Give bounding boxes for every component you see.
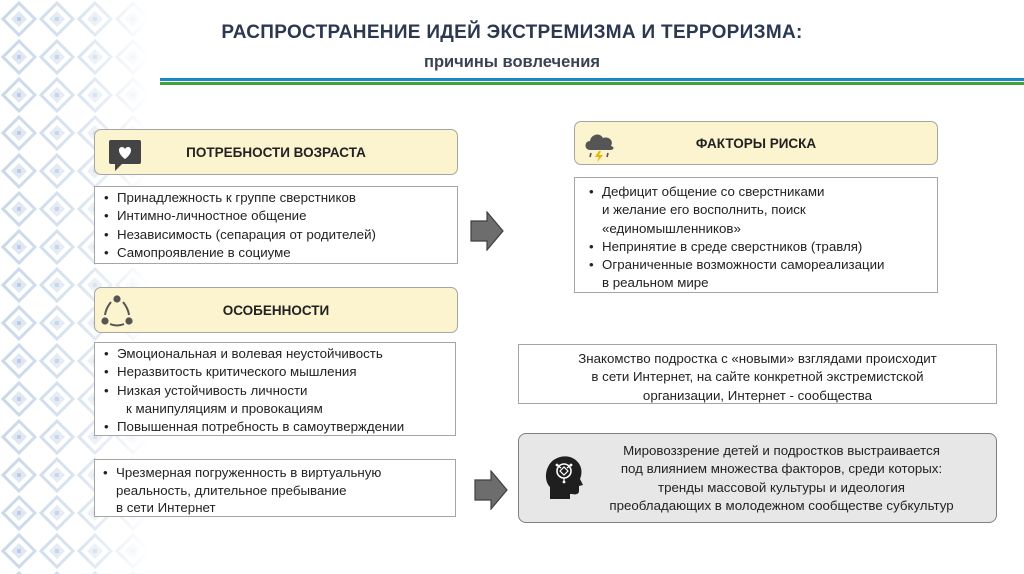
acquaintance-box bbox=[518, 344, 997, 404]
arrow-right-icon bbox=[470, 211, 504, 251]
risk-factors-header bbox=[574, 121, 938, 165]
worldview-line-2: под влиянием множества факторов, среди которых: bbox=[620, 461, 943, 477]
list-item-continuation: «единомышленников» bbox=[602, 220, 741, 236]
features-list bbox=[94, 342, 456, 436]
age-needs-list bbox=[94, 186, 458, 264]
list-item-continuation: и желание его восполнить, поиск bbox=[602, 202, 806, 218]
list-item-continuation: к манипуляциям и провокациям bbox=[126, 400, 323, 416]
list-item: • Эмоциональная и волевая неустойчивость bbox=[104, 345, 455, 363]
blue-stripe bbox=[160, 78, 1024, 81]
risk-factors-title: ФАКТОРЫ РИСКА bbox=[695, 135, 817, 151]
storm-cloud-icon bbox=[582, 128, 618, 162]
title-line-1: РАСПРОСТРАНЕНИЕ ИДЕЙ ЭКСТРЕМИЗМА И ТЕРРОРИЗМА: bbox=[221, 22, 803, 43]
worldview-line-1: Мировоззрение детей и подростков выстраивается bbox=[623, 443, 940, 458]
worldview-line-4: преобладающих в молодежном сообществе субкультур bbox=[609, 497, 954, 513]
worldview-box bbox=[518, 433, 997, 523]
worldview-text bbox=[567, 442, 996, 515]
list-item: • Самопроявление в социуме bbox=[104, 244, 457, 262]
features-header bbox=[94, 287, 458, 333]
acquaintance-line-2: в сети Интернет, на сайте конкретной экстремистской bbox=[591, 369, 924, 385]
list-item: • Независимость (сепарация от родителей) bbox=[104, 226, 457, 244]
brain-head-icon bbox=[544, 455, 584, 499]
age-needs-header bbox=[94, 129, 458, 175]
list-item: • Непринятие в среде сверстников (травля) bbox=[589, 238, 937, 256]
green-stripe bbox=[160, 82, 1024, 85]
age-needs-title: ПОТРЕБНОСТИ ВОЗРАСТА bbox=[186, 144, 366, 160]
title-line-2: причины вовлечения bbox=[423, 53, 600, 71]
virtual-line-1: Чрезмерная погруженность в виртуальную bbox=[116, 465, 382, 480]
list-item: • Неразвитость критического мышления bbox=[104, 363, 455, 381]
list-item: • Повышенная потребность в самоутверждении bbox=[104, 418, 455, 436]
list-item: • Интимно-личностное общение bbox=[104, 207, 457, 225]
list-item: • Дефицит общение со сверстниками bbox=[589, 183, 937, 201]
acquaintance-line-1: Знакомство подростка с «новыми» взглядами происходит bbox=[578, 351, 937, 366]
cycle-icon bbox=[100, 294, 134, 328]
virtual-reality-box bbox=[94, 459, 456, 517]
features-title: ОСОБЕННОСТИ bbox=[222, 302, 330, 318]
list-item-continuation: в реальном мире bbox=[602, 275, 709, 291]
arrow-right-icon bbox=[474, 470, 508, 510]
risk-factors-list bbox=[574, 177, 938, 293]
list-item: • Принадлежность к группе сверстников bbox=[104, 189, 457, 207]
page-title bbox=[150, 22, 874, 72]
list-item: • Низкая устойчивость личности bbox=[104, 382, 455, 400]
bullet: • bbox=[103, 465, 108, 480]
virtual-line-3: в сети Интернет bbox=[116, 500, 216, 515]
acquaintance-line-3: организации, Интернет - сообщества bbox=[642, 387, 873, 403]
list-item: • Ограниченные возможности самореализации bbox=[589, 256, 937, 274]
worldview-line-3: тренды массовой культуры и идеология bbox=[658, 479, 905, 495]
heart-speech-icon bbox=[107, 138, 143, 172]
virtual-line-2: реальность, длительное пребывание bbox=[116, 482, 347, 498]
